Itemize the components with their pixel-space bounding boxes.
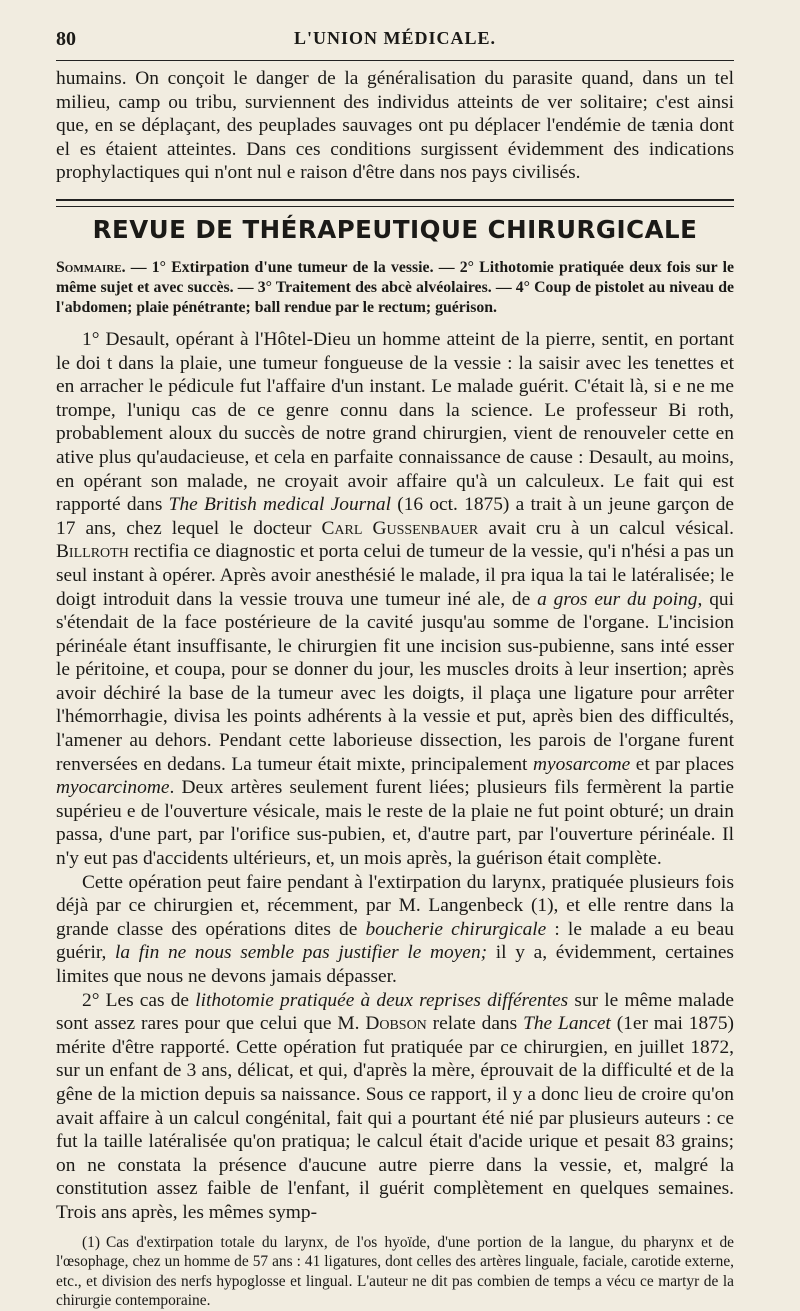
intro-paragraph: humains. On conçoit le danger de la généralisation du parasite quand, dans un tel milieu, camp ou tribu, surviennent des individus atteints de ver solitaire; c'est ainsi que, en se déplaçant, des peuplades sauvages ont pu déplacer l'endémie de tænia dont el es étaient atteintes. Dans ces conditions surgissent évidemment des indications prophylactiques qui n'ont nul e raison d'être dans nos pays civilisés. bbox=[56, 68, 734, 184]
summary bbox=[56, 258, 734, 318]
emphasis: myosarcome bbox=[532, 753, 631, 775]
paragraph-tumeur-vessie bbox=[56, 328, 734, 871]
page-header bbox=[56, 22, 734, 52]
section-divider bbox=[56, 199, 734, 207]
author-name: Billroth bbox=[56, 541, 129, 563]
running-title: L'UNION MÉDICALE. bbox=[293, 28, 497, 48]
text-run: 2° Les cas de bbox=[82, 989, 196, 1011]
text-run: et par places bbox=[630, 753, 734, 775]
text-run: . Deux artères seulement furent liées; plusieurs fils fermèrent la partie supérieu e de l'ouverture vésicale, mais le reste de la plaie ne fut point obturé; un drain passa, d'une part, par l'orifice sus-pubien, et, d'autre part, par l'ouverture périnéale. Il n'y eut pas d'accidents ultérieurs, et, un mois après, la guérison était complète. bbox=[56, 777, 734, 870]
author-name: Dobson bbox=[365, 1013, 427, 1035]
text-run: : le malade a eu beau guérir, bbox=[56, 918, 734, 964]
header-rule bbox=[56, 60, 734, 61]
author-name: Carl Gussenbauer bbox=[321, 517, 479, 539]
journal-title: The British medical Journal bbox=[168, 494, 391, 516]
text-run: sur le même malade sont assez rares pour que celui que M. bbox=[56, 989, 734, 1035]
text-run: Cette opération peut faire pendant à l'extirpation du larynx, pratiquée plusieurs fois déjà par ce chirurgien et, récemment, par M. Langenbeck (1), et elle rentre dans la grande classe des opérations dites de bbox=[56, 871, 734, 940]
footnote bbox=[56, 1233, 734, 1311]
emphasis: la fin ne nous semble pas justifier le moyen; bbox=[115, 942, 488, 964]
footnote-mark: (1) bbox=[82, 1233, 100, 1251]
summary-text: — 1° Extirpation d'une tumeur de la vessie. — 2° Lithotomie pratiquée deux fois sur le même sujet et avec succès. — 3° Traitement des abcè alvéolaires. — 4° Coup de pistolet au niveau de l'abdomen; plaie pénétrante; ball rendue par le rectum; guérison. bbox=[56, 258, 734, 316]
text-run: rectifia ce diagnostic et porta celui de tumeur de la vessie, qu'i n'hési a pas un seul instant à opérer. Après avoir anesthésié le malade, il pra iqua la tai le latéralisée; le doigt introduit dans la vessie trouva une tumeur iné ale, de bbox=[56, 541, 735, 610]
emphasis: lithotomie pratiquée à deux reprises différentes bbox=[195, 989, 569, 1011]
footnote-text: Cas d'extirpation totale du larynx, de l'os hyoïde, d'une portion de la langue, du pharynx et de l'œsophage, chez un homme de 57 ans : 41 ligatures, dont celles des artères linguale, faciale, carotide externe, etc., et division des nerfs hypoglosse et lingual. L'auteur ne dit pas combien de temps a vécu ce martyr de la chirurgie contemporaine. bbox=[56, 1233, 734, 1310]
text-run: il y a, évidemment, certaines limites que nous ne devons jamais dépasser. bbox=[56, 942, 734, 987]
page-number: 80 bbox=[56, 28, 76, 50]
emphasis: a gros eur du poing bbox=[537, 588, 698, 610]
text-run: (1er mai 1875) mérite d'être rapporté. Cette opération fut pratiquée par ce chirurgien, en juillet 1872, sur un enfant de 3 ans, délicat, et qui, d'après la mère, éprouvait de la difficulté et de la gêne de la miction depuis sa naissance. Sous ce rapport, il y a donc lieu de croire qu'on avait affaire à un calcul congénital, fait qui a pourtant été nié par plusieurs auteurs : ce fut la taille latéralisée qu'on pratiqua; le calcul était d'acide urique et pesait 83 grains; on ne constata la présence d'aucune autre pierre dans la vessie, et, malgré la constitution assez faible de l'enfant, il guérit complètement en quelques semaines. Trois ans après, les mêmes symp- bbox=[56, 1013, 735, 1223]
paragraph-lithotomie bbox=[56, 989, 734, 1225]
text-run: 1° Desault, opérant à l'Hôtel-Dieu un homme atteint de la pierre, sentit, en portant le doi t dans la plaie, une tumeur fongueuse de la vessie : la saisir avec les tenettes et en arracher le pédicule fut l'affaire d'un instant. Le malade guérit. C'était là, si e ne me trompe, l'uniqu cas de ce genre connu dans la science. Le professeur Bi roth, probablement aloux du succès de notre grand chirurgien, vient de renouveler cette en ative plus qu'audacieuse, et cela en parfaite connaissance de cause : Desault, au moins, en opérant son malade, ne croyait avoir affaire qu'à un calculeux. Le fait qui est rapporté dans bbox=[56, 328, 734, 516]
paragraph-commentaire bbox=[56, 871, 734, 989]
text-run: , qui s'étendait de la face postérieure de la cavité jusqu'au somme de l'organe. L'incision périnéale étant insuffisante, le chirurgien fit une incision sus-pubienne, sans inté esser le péritoine, et coupa, pour se donner du jour, les muscles droits à leur insertion; après avoir déchiré la base de la tumeur avec les doigts, il plaça une ligature pour arrêter l'hémorrhagie, divisa les points adhérents à la vessie et put, après bien des difficultés, l'amener au dehors. Pendant cette laborieuse dissection, les parois de l'organe furent renversées en dedans. La tumeur était mixte, principalement bbox=[56, 588, 734, 775]
emphasis: myocarcinome bbox=[56, 777, 170, 799]
summary-label: Sommaire. bbox=[56, 258, 126, 276]
text-run: relate dans bbox=[426, 1013, 524, 1035]
section-title: REVUE DE THÉRAPEUTIQUE CHIRURGICALE bbox=[92, 214, 698, 244]
text-run: (16 oct. 1875) a trait à un jeune garçon de 17 ans, chez lequel le docteur bbox=[56, 494, 734, 539]
text-run: avait cru à un calcul vésical. bbox=[478, 517, 735, 539]
journal-title: The Lancet bbox=[523, 1013, 611, 1035]
emphasis: boucherie chirurgicale bbox=[365, 918, 547, 940]
